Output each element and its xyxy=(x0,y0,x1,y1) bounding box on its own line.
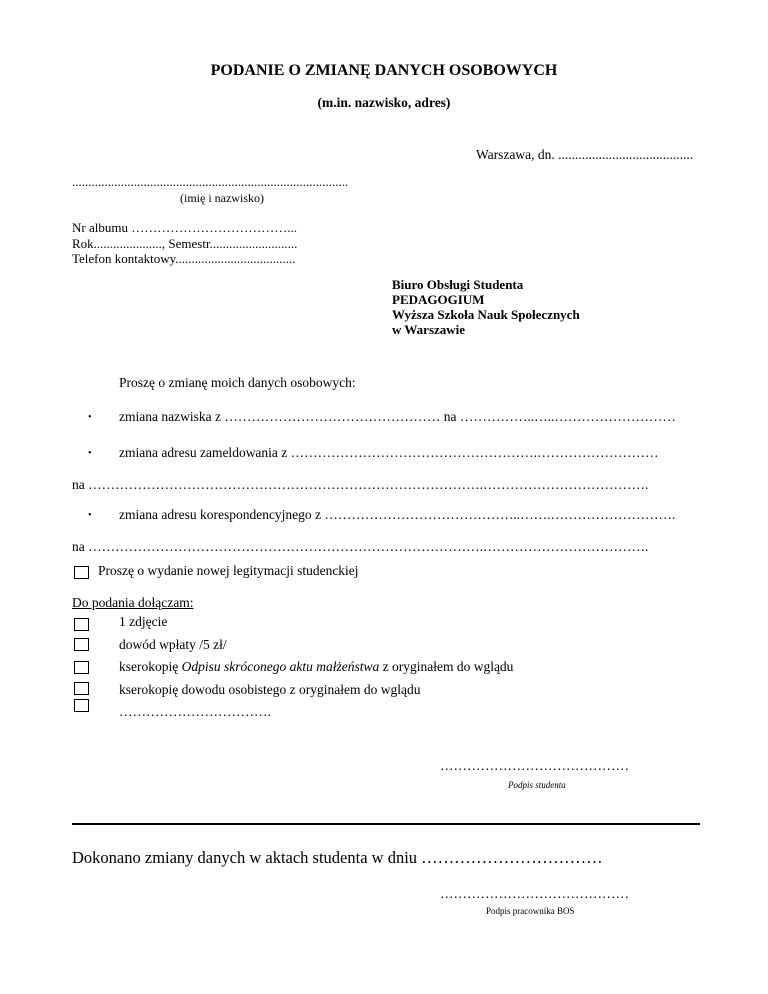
year-semester-field[interactable]: Rok....................., Semestr........................... xyxy=(72,236,298,251)
recipient-city: w Warszawie xyxy=(392,322,466,337)
recipient-school: Wyższa Szkoła Nauk Społecznych xyxy=(392,307,580,322)
attachment-marriage-suffix: z oryginałem do wglądu xyxy=(379,659,514,674)
attachment-marriage-document: Odpisu skróconego aktu małżeństwa xyxy=(181,659,380,674)
attachment-marriage-label xyxy=(119,659,513,675)
attachment-id-copy-checkbox[interactable] xyxy=(74,682,89,695)
place-date-field[interactable]: Warszawa, dn. ........................................ xyxy=(476,147,694,162)
recipient-name: PEDAGOGIUM xyxy=(392,292,485,307)
form-title: PODANIE O ZMIANĘ DANYCH OSOBOWYCH xyxy=(210,62,558,79)
registered-address-to-field[interactable]: na …………………………………………………………………………….………………………………. xyxy=(72,477,649,492)
recipient-office: Biuro Obsługi Studenta xyxy=(392,277,524,292)
correspondence-address-from-field[interactable]: zmiana adresu korespondencyjnego z ……………………………………..…….………………………. xyxy=(119,507,676,522)
new-id-card-label: Proszę o wydanie nowej legitymacji studenckiej xyxy=(98,563,359,578)
bullet-icon: • xyxy=(88,448,92,459)
bullet-icon: • xyxy=(88,510,92,521)
registered-address-from-field[interactable]: zmiana adresu zameldowania z ……………………………………………….……………………… xyxy=(119,445,659,460)
attachment-payment-label: dowód wpłaty /5 zł/ xyxy=(119,637,227,652)
bullet-icon: • xyxy=(88,412,92,423)
attachment-other-field[interactable]: ……………………………. xyxy=(119,704,271,719)
student-signature-caption: Podpis studenta xyxy=(508,780,566,790)
attachment-photo-label: 1 zdjęcie xyxy=(119,614,168,629)
album-number-field[interactable]: Nr albumu ………………………………... xyxy=(72,220,297,235)
attachment-other-checkbox[interactable] xyxy=(74,699,89,712)
attachments-heading: Do podania dołączam: xyxy=(72,595,194,610)
name-caption: (imię i nazwisko) xyxy=(180,191,264,205)
request-intro: Proszę o zmianę moich danych osobowych: xyxy=(119,375,356,390)
office-signature-line[interactable]: …………………………………… xyxy=(440,886,629,901)
student-signature-line[interactable]: …………………………………… xyxy=(440,758,629,773)
office-signature-caption: Podpis pracownika BOS xyxy=(486,906,575,916)
section-divider xyxy=(72,823,700,825)
office-statement: Dokonano zmiany danych w aktach studenta w dniu …………………………… xyxy=(72,848,603,867)
correspondence-address-to-field[interactable]: na …………………………………………………………………………….………………………………. xyxy=(72,539,649,554)
attachment-marriage-checkbox[interactable] xyxy=(74,661,89,674)
name-line[interactable]: ..................................................................................... xyxy=(72,174,349,189)
attachment-id-copy-label: kserokopię dowodu osobistego z oryginałem do wglądu xyxy=(119,682,421,697)
attachment-marriage-prefix: kserokopię xyxy=(119,659,182,674)
new-id-card-checkbox[interactable] xyxy=(74,566,89,579)
attachment-photo-checkbox[interactable] xyxy=(74,618,89,631)
surname-change-field[interactable]: zmiana nazwiska z ………………………………………… na ……………..…..……………………… xyxy=(119,409,676,424)
phone-field[interactable]: Telefon kontaktowy..................................... xyxy=(72,251,296,266)
form-subtitle: (m.in. nazwisko, adres) xyxy=(317,95,451,110)
attachment-payment-checkbox[interactable] xyxy=(74,638,89,651)
